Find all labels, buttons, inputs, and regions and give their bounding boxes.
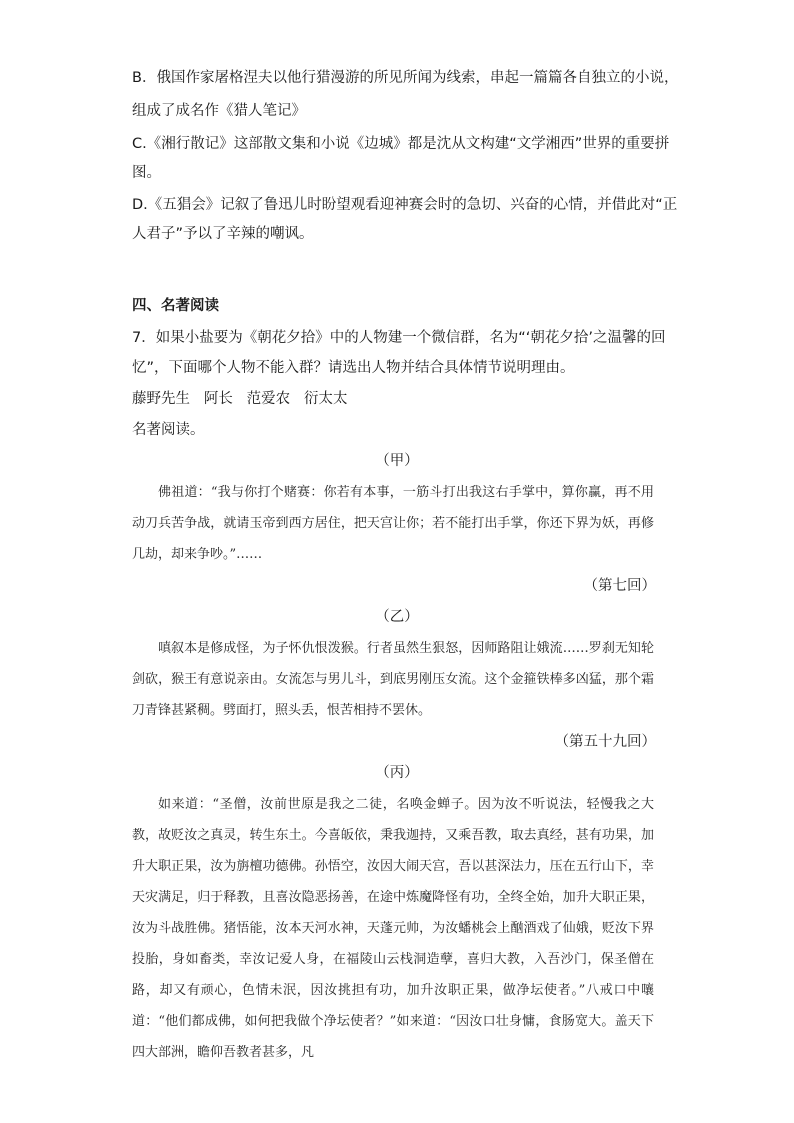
passage-text-yi: 嗔叙本是修成怪，为子怀仇恨泼猴。行者虽然生狠怒，因师路阻让娥流……罗刹无知轮剑砍，猴王有意说亲由。女流怎与男儿斗，到底男刚压女流。这个金箍铁棒多凶猛，那个霜刀青锋甚紧稠。劈面打，照头丢，恨苦相持不罢休。 bbox=[132, 641, 654, 718]
passage-label-jia: （甲） bbox=[375, 453, 419, 469]
character-options: 藤野先生 阿长 范爱农 衍太太 bbox=[132, 391, 348, 407]
passage-text-jia: 佛祖道：“我与你打个赌赛：你若有本事，一筋斗打出我这右手掌中，算你赢，再不用动刀兵苦争战，就请玉帝到西方居住，把天宫让你；若不能打出手掌，你还下界为妖，再修几劫，却来争吵。”…… bbox=[132, 485, 654, 562]
passage-source-jia: （第七回） bbox=[583, 578, 656, 594]
question-7-line-1: 7．如果小盐要为《朝花夕拾》中的人物建一个微信群，名为“‘朝花夕拾’之温馨的回 bbox=[132, 330, 666, 346]
passage-label-yi: （乙） bbox=[375, 609, 419, 625]
passage-source-yi: （第五十九回） bbox=[554, 734, 656, 750]
question-7-line-2: 忆”，下面哪个人物不能入群？请选出人物并结合具体情节说明理由。 bbox=[132, 360, 575, 376]
passage-text-bing: 如来道：“圣僧，汝前世原是我之二徒，名唤金蝉子。因为汝不听说法，轻慢我之大教，故贬汝之真灵，转生东土。今喜皈依，秉我迦持，又乘吾教，取去真经，甚有功果，加升大职正果，汝为旃檀功德佛。孙悟空，汝因大闹天宫，吾以甚深法力，压在五行山下，幸天灾满足，归于释教，且喜汝隐恶扬善，在途中炼魔降怪有功，全终全始，加升大职正果，汝为斗战胜佛。猪悟能，汝本天河水神，天蓬元帅，为汝蟠桃会上酗酒戏了仙娥，贬汝下界投胎，身如畜类，幸汝记爱人身，在福陵山云栈洞造孽，喜归大教，入吾沙门，保圣僧在路，却又有顽心，色情未泯，因汝挑担有功，加升汝职正果，做净坛使者。”八戒口中嚷道：“他们都成佛，如何把我做个净坛使者？”如来道：“因汝口壮身慵，食肠宽大。盖天下四大部洲，瞻仰吾教者甚多，凡 bbox=[132, 797, 654, 1060]
option-b-line-2: 组成了成名作《猎人笔记》 bbox=[132, 103, 306, 119]
section-heading: 四、名著阅读 bbox=[132, 298, 219, 314]
option-c-line-2: 图。 bbox=[132, 165, 161, 181]
option-b-line-1: B．俄国作家屠格涅夫以他行猎漫游的所见所闻为线索，串起一篇篇各自独立的小说， bbox=[132, 70, 679, 86]
option-d-line-1: D.《五猖会》记叙了鲁迅儿时盼望观看迎神赛会时的急切、兴奋的心情，并借此对“正 bbox=[132, 197, 678, 213]
option-d-line-2: 人君子”予以了辛辣的嘲讽。 bbox=[132, 226, 314, 242]
reading-prompt: 名著阅读。 bbox=[132, 422, 205, 438]
passage-label-bing: （丙） bbox=[375, 765, 419, 781]
option-c-line-1: C.《湘行散记》这部散文集和小说《边城》都是沈从文构建“文学湘西”世界的重要拼 bbox=[132, 136, 670, 152]
